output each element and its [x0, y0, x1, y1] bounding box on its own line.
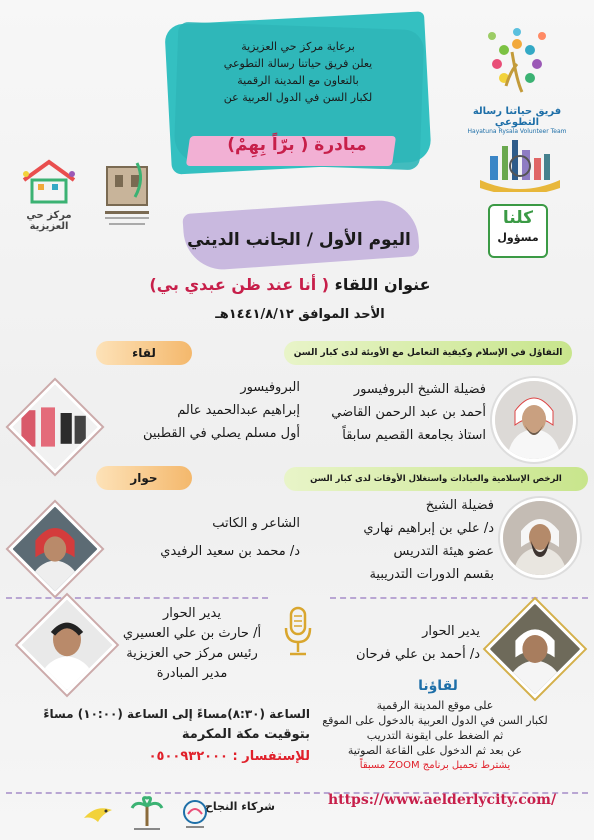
azizia-center-logo [6, 158, 92, 232]
session-topic [140, 275, 440, 294]
intro-line: لكبار السن في الدول العربية عن [223, 91, 373, 104]
partners-label: شركاء النجاح [204, 800, 276, 813]
intro-line: يعلن فريق حياتنا رسالة التطوعي [223, 57, 373, 70]
speaker-photo-circle [492, 378, 576, 462]
right-moderator [320, 620, 480, 666]
skyline-icon [476, 136, 564, 192]
person-photo-diamond [8, 380, 101, 473]
person-photo-icon [495, 381, 573, 459]
speaker-line: د/ علي بن إبراهيم نهاري [363, 521, 494, 536]
intro-line: بالتعاون مع المدينة الرقمية [237, 74, 359, 87]
join-line: لكبار السن في الدول العربية بالدخول على الموقع [322, 714, 548, 727]
house-icon [6, 158, 92, 206]
speaker-line: أحمد بن عبد الرحمن القاضي [331, 405, 486, 420]
moderator-line: د/ أحمد بن علي فرحان [355, 647, 480, 662]
azizia-center-name: مركز حي العزيزية [26, 210, 72, 232]
person-line: د/ محمد بن سعيد الرفيدي [160, 544, 300, 559]
city-skyline-emblem [476, 136, 564, 192]
palm-tree-icon [130, 796, 164, 834]
municipality-logo [98, 156, 156, 232]
join-block [300, 698, 570, 773]
moderator-line: أ/ حارث بن علي العسيري [122, 626, 262, 641]
moderator-label: يدير الحوار [163, 606, 221, 621]
moderator-line: رئيس مركز حي العزيزية [126, 646, 258, 661]
lecture1-title: التفاؤل في الإسلام وكيفية التعامل مع الأوبئة لدى كبار السن [293, 348, 563, 358]
speaker-line: بقسم الدورات التدريبية [369, 567, 494, 582]
person-line: البروفيسور [240, 380, 300, 395]
intro-block [176, 38, 420, 106]
building-emblem-icon [99, 157, 155, 231]
person-line: الشاعر و الكاتب [212, 516, 300, 531]
person-photo-icon [13, 385, 97, 469]
partner-logo-1 [180, 798, 210, 830]
meeting-label: لقاء [132, 346, 156, 360]
speaker-line: استاذ بجامعة القصيم سابقاً [342, 428, 486, 443]
partner-logo-3 [80, 800, 116, 830]
kulluna-masool-badge [488, 204, 548, 258]
person-line: إبراهيم عبدالحميد عالم [177, 403, 300, 418]
team-logo-icon [462, 22, 572, 102]
inquiry-line: للإستفسار : ٠٥٠٠٩٣٢٠٠٠ [148, 749, 310, 764]
lecture1-speaker [290, 378, 486, 447]
team-name-ar: فريق حياتنا رسالة التطوعي [472, 106, 562, 128]
person-photo-diamond [486, 600, 585, 699]
day-title: اليوم الأول / الجانب الديني [187, 230, 411, 250]
person-line: أول مسلم يصلي في القطبين [142, 426, 300, 441]
speaker-line: فضيلة الشيخ [425, 498, 494, 513]
lecture2-speaker-photo [500, 498, 580, 578]
join-line: عن بعد ثم الدخول على القاعة الصوتية [347, 744, 523, 757]
team-name-en: Hayatuna Rysala Volunteer Team [467, 128, 567, 135]
dialogue-person [104, 510, 300, 566]
topic-quote: ( أنا عند ظن عبدي بي) [149, 275, 330, 294]
join-title: لقاؤنا [418, 678, 458, 694]
left-moderator-photo [20, 596, 116, 692]
meeting-label-pill [96, 341, 192, 365]
timezone-line: بتوقيت مكة المكرمة [181, 727, 310, 742]
lecture2-title: الرخص الإسلامية والعبادات واستغلال الأوقات لدى كبار السن [310, 474, 562, 484]
masool-text: مسؤول [497, 231, 539, 244]
partner-emblem-icon [180, 798, 210, 830]
dialogue-person-photo [18, 506, 98, 586]
moderator-line: مدير المبادرة [156, 666, 228, 681]
person-photo-icon [22, 600, 112, 690]
speaker-line: عضو هيئة التدريس [393, 544, 494, 559]
dialogue-label-pill [96, 466, 192, 490]
dialogue-label: حوار [130, 471, 158, 485]
lecture1-title-pill [284, 341, 572, 365]
speaker-line: فضيلة الشيخ البروفيسور [353, 382, 486, 397]
person-photo-icon [503, 501, 577, 575]
person-photo-icon [490, 604, 580, 694]
team-logo [462, 22, 572, 135]
meeting-person [104, 376, 300, 445]
website-url[interactable]: https://www.aelderlycity.com/ [327, 792, 557, 808]
join-line: ثم الضغط على ايقونة التدريب [366, 729, 504, 742]
zoom-note: يشترط تحميل برنامج ZOOM مسبقاً [359, 760, 511, 771]
join-line: على موقع المدينة الرقمية [376, 699, 494, 712]
intro-line: برعاية مركز حي العزيزية [241, 40, 355, 53]
moderator-label: يدير الحوار [422, 624, 480, 639]
lecture2-title-pill [284, 467, 588, 491]
microphone-icon-svg [280, 604, 316, 664]
microphone-icon [280, 604, 316, 664]
initiative-title: مبادرة ( برّاً بِهِمْ) [227, 135, 367, 155]
lecture1-speaker-photo [492, 378, 576, 462]
speaker-photo-circle [500, 498, 580, 578]
dashed-divider-right [330, 597, 588, 599]
topic-prefix: عنوان اللقاء [334, 275, 431, 294]
schedule-block [43, 704, 310, 768]
bird-logo-icon [80, 800, 116, 830]
lecture2-speaker [290, 494, 494, 586]
right-moderator-photo [488, 600, 584, 696]
session-date: الأحد الموافق ١٤٤١/٨/١٢هـ [215, 307, 385, 322]
left-moderator [110, 604, 274, 684]
person-photo-diamond [18, 596, 117, 695]
person-photo-icon [13, 507, 97, 591]
person-photo-diamond [8, 502, 101, 595]
kulluna-text: كلنا [502, 208, 534, 228]
meeting-person-photo [18, 384, 98, 464]
partner-logo-2 [130, 796, 164, 834]
time-line: الساعة (٨:٣٠)مساءً إلى الساعة (١٠:٠٠) مساءً [43, 707, 310, 721]
